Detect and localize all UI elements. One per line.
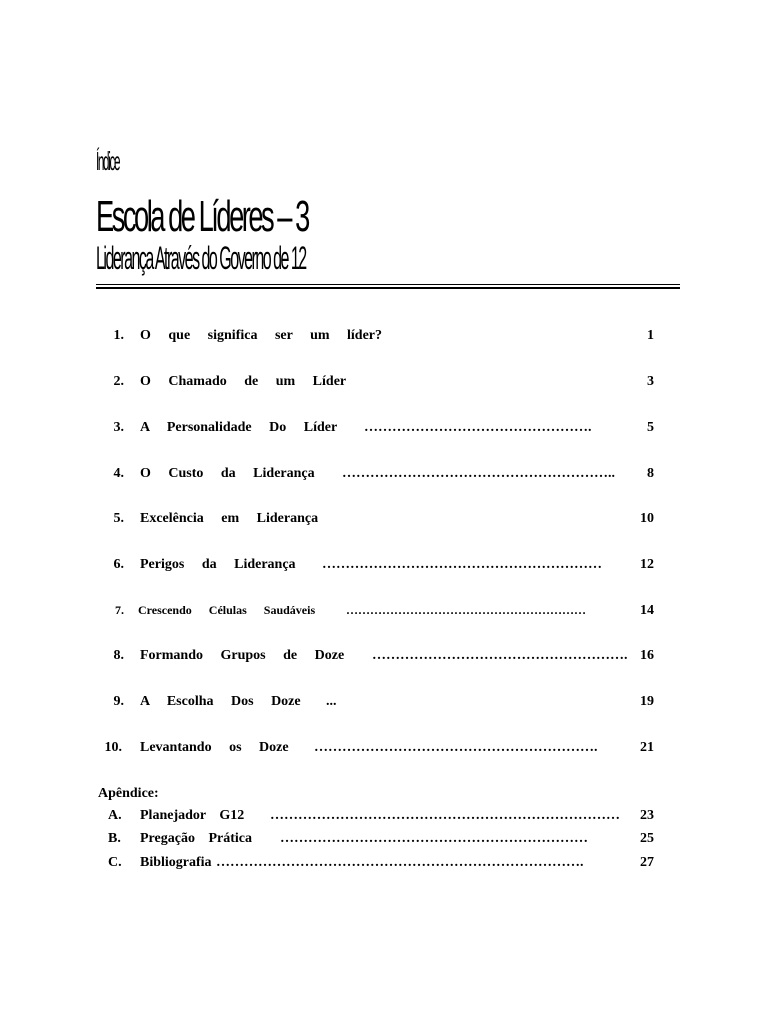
toc-entry-leader: …………………………………………………..: [342, 466, 615, 481]
appendix-entry-letter: A.: [108, 808, 122, 823]
appendix-entry-b[interactable]: [96, 831, 656, 851]
toc-entry-number: 9.: [113, 694, 124, 709]
toc-entry-leader: ………………………………………….: [364, 420, 592, 435]
toc-entry-page: 8: [647, 466, 654, 481]
toc-entry-title: O Custo da Liderança: [140, 466, 315, 481]
appendix-heading: Apêndice:: [98, 786, 159, 801]
toc-entry-number: 6.: [113, 557, 124, 572]
document-title: Escola de Líderes – 3: [96, 192, 308, 241]
appendix-entry-page: 25: [640, 831, 654, 846]
toc-entry-title: A Personalidade Do Líder: [140, 420, 338, 435]
toc-entry-leader: ……………………………………………………: [322, 557, 602, 572]
toc-entry-page: 1: [647, 328, 654, 343]
toc-entry-number: 10.: [104, 740, 122, 755]
appendix-entry-letter: C.: [108, 855, 122, 870]
appendix-entry-page: 23: [640, 808, 654, 823]
appendix-entry-leader: …………………………………………………………: [280, 831, 588, 846]
appendix-entry-letter: B.: [108, 831, 121, 846]
toc-entry-number: 2.: [113, 374, 124, 389]
appendix-entry-title: Pregação Prática: [140, 831, 252, 846]
toc-entry-page: 16: [640, 648, 654, 663]
toc-entry-title: Levantando os Doze: [140, 740, 289, 755]
toc-entry-7[interactable]: [96, 603, 656, 625]
toc-entry-page: 5: [647, 420, 654, 435]
toc-entry-title: O que significa ser um líder?: [140, 328, 383, 343]
toc-entry-page: 10: [640, 511, 654, 526]
toc-entry-3[interactable]: [96, 420, 656, 442]
toc-entry-leader: …………………………………………………….: [314, 740, 598, 755]
toc-entry-6[interactable]: [96, 557, 656, 579]
toc-entry-number: 3.: [113, 420, 124, 435]
toc-entry-10[interactable]: [96, 740, 656, 762]
header-divider-thick: [96, 287, 680, 289]
toc-entry-number: 8.: [113, 648, 124, 663]
appendix-entry-leader: …………………………………………………………………….: [216, 855, 584, 870]
toc-entry-page: 14: [640, 603, 654, 618]
toc-entry-page: 12: [640, 557, 654, 572]
toc-entry-title: Formando Grupos de Doze: [140, 648, 345, 663]
index-heading: Índice: [96, 146, 120, 176]
appendix-entry-a[interactable]: [96, 808, 656, 828]
toc-entry-number: 1.: [113, 328, 124, 343]
toc-entry-5[interactable]: [96, 511, 656, 533]
toc-entry-leader: ……………………………………………………: [346, 603, 586, 617]
toc-entry-title: Crescendo Células Saudáveis: [138, 603, 316, 617]
toc-entry-number: 7.: [115, 603, 124, 617]
appendix-entry-title: Planejador G12: [140, 808, 245, 823]
toc-entry-page: 19: [640, 694, 654, 709]
appendix-entry-page: 27: [640, 855, 654, 870]
toc-entry-leader: ……………………………………………….: [372, 648, 628, 663]
toc-entry-page: 3: [647, 374, 654, 389]
header-divider: [96, 284, 680, 285]
appendix-entry-title: Bibliografia: [140, 855, 212, 870]
toc-entry-4[interactable]: [96, 466, 656, 488]
toc-entry-leader: ...: [326, 694, 337, 709]
toc-entry-2[interactable]: [96, 374, 656, 396]
appendix-entry-leader: …………………………………………………………………: [270, 808, 620, 823]
toc-entry-title: Excelência em Liderança: [140, 511, 319, 526]
toc-entry-8[interactable]: [96, 648, 656, 670]
toc-entry-page: 21: [640, 740, 654, 755]
toc-entry-1[interactable]: [96, 328, 656, 350]
toc-entry-number: 5.: [113, 511, 124, 526]
toc-entry-9[interactable]: [96, 694, 656, 716]
toc-entry-title: O Chamado de um Líder: [140, 374, 347, 389]
document-subtitle: Liderança Através do Governo de 12: [96, 240, 306, 276]
toc-entry-title: A Escolha Dos Doze: [140, 694, 301, 709]
toc-entry-title: Perigos da Liderança: [140, 557, 296, 572]
appendix-entry-c[interactable]: [96, 855, 656, 875]
toc-entry-number: 4.: [113, 466, 124, 481]
